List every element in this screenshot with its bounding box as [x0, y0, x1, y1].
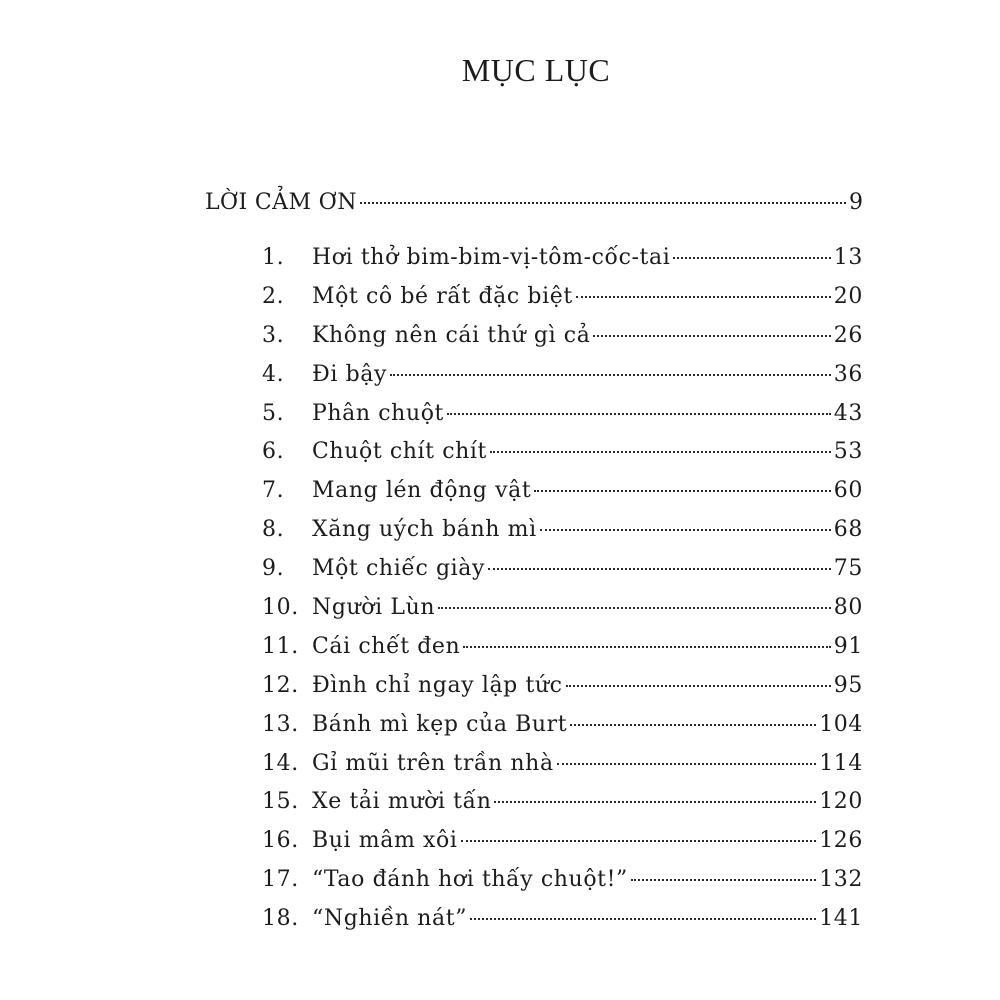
toc-entry-number: 16.: [262, 828, 299, 854]
toc-entry: [262, 556, 863, 595]
toc-entry-page-number: 53: [833, 439, 863, 465]
toc-entry-number: 15.: [262, 789, 299, 815]
toc-entry: [262, 401, 863, 440]
toc-entry: [262, 439, 863, 478]
toc-entry-title: Xe tải mười tấn: [312, 789, 492, 815]
toc-dot-leader: [540, 529, 831, 531]
toc-entry-number: 5.: [262, 400, 285, 426]
toc-entry: [262, 595, 863, 634]
toc-entry: [262, 478, 863, 517]
toc-entry-number: 1.: [262, 245, 285, 270]
toc-entry-page-number: 120: [819, 789, 863, 815]
toc-entry: [262, 634, 863, 673]
toc-entry-number: 10.: [262, 595, 299, 621]
toc-entry-title: Cái chết đen: [312, 633, 461, 659]
toc-dot-leader: [470, 918, 816, 920]
toc-entry-title: Đi bậy: [312, 361, 388, 387]
toc-entry-page-number: 91: [833, 633, 863, 659]
toc-entry-title: Bụi mâm xôi: [312, 828, 458, 854]
toc-entry: [262, 828, 863, 867]
toc-entry-page-number: 104: [819, 711, 863, 737]
toc-entry-page-number: 13: [833, 245, 863, 270]
toc-entry-title: “Nghiền nát”: [312, 906, 468, 932]
toc-entry-title: Phân chuột: [312, 400, 444, 426]
toc-dot-leader: [447, 413, 831, 415]
toc-entry: [262, 323, 863, 362]
toc-entry-title: Hơi thở bim-bim-vị-tôm-cốc-tai: [312, 245, 671, 270]
toc-dot-leader: [494, 801, 816, 803]
table-of-contents: [262, 245, 863, 945]
toc-dot-leader: [557, 763, 817, 765]
toc-entry-page-number: 60: [833, 478, 863, 504]
toc-dot-leader: [360, 202, 846, 204]
toc-entry-number: 13.: [262, 711, 299, 737]
toc-entry: [262, 906, 863, 945]
toc-dot-leader: [488, 568, 831, 570]
toc-entry-page-number: 20: [833, 283, 863, 309]
toc-intro-page-number: 9: [849, 190, 863, 215]
toc-entry: [262, 789, 863, 828]
toc-entry-number: 17.: [262, 867, 299, 893]
toc-entry-page-number: 141: [819, 906, 863, 932]
toc-entry-title: Người Lùn: [312, 595, 436, 621]
toc-entry-page-number: 68: [833, 517, 863, 543]
toc-dot-leader: [390, 374, 831, 376]
toc-dot-leader: [463, 646, 830, 648]
toc-entry-page-number: 75: [833, 556, 863, 582]
toc-intro-title: LỜI CẢM ƠN: [205, 190, 357, 215]
toc-entry: [262, 673, 863, 712]
toc-dot-leader: [490, 451, 831, 453]
toc-entry-page-number: 26: [833, 322, 863, 348]
toc-entry: [262, 362, 863, 401]
toc-entry-title: Đình chỉ ngay lập tức: [312, 672, 563, 698]
toc-dot-leader: [576, 296, 831, 298]
toc-entry-page-number: 114: [819, 750, 863, 776]
toc-entry-number: 12.: [262, 672, 299, 698]
toc-entry-number: 18.: [262, 906, 299, 932]
toc-entry: [262, 284, 863, 323]
toc-entry-number: 7.: [262, 478, 285, 504]
toc-dot-leader: [593, 335, 830, 337]
toc-dot-leader: [438, 607, 831, 609]
toc-entry-number: 6.: [262, 439, 285, 465]
toc-intro-entry: [205, 190, 863, 230]
toc-entry: [262, 517, 863, 556]
toc-entry-title: Không nên cái thứ gì cả: [312, 322, 591, 348]
toc-dot-leader: [534, 490, 831, 492]
toc-entry-title: Chuột chít chít: [312, 439, 487, 465]
toc-entry-number: 11.: [262, 633, 299, 659]
toc-entry-page-number: 126: [819, 828, 863, 854]
toc-entry-number: 2.: [262, 283, 285, 309]
toc-entry-title: Gỉ mũi trên trần nhà: [312, 750, 554, 776]
toc-dot-leader: [631, 879, 816, 881]
toc-dot-leader: [570, 724, 816, 726]
toc-entry-number: 14.: [262, 750, 299, 776]
toc-entry: [262, 751, 863, 790]
toc-entry-number: 4.: [262, 361, 285, 387]
toc-dot-leader: [566, 685, 831, 687]
toc-entry-page-number: 132: [819, 867, 863, 893]
toc-entry-page-number: 43: [833, 400, 863, 426]
toc-entry: [262, 867, 863, 906]
page-title: MỤC LỤC: [461, 52, 611, 88]
toc-entry-number: 3.: [262, 322, 285, 348]
toc-entry-number: 9.: [262, 556, 285, 582]
toc-entry: [262, 245, 863, 284]
toc-entry-title: Xăng uých bánh mì: [312, 517, 537, 543]
toc-entry-title: Một cô bé rất đặc biệt: [312, 283, 573, 309]
toc-entry-page-number: 80: [833, 595, 863, 621]
toc-dot-leader: [461, 840, 817, 842]
toc-entry-title: “Tao đánh hơi thấy chuột!”: [312, 867, 628, 893]
toc-entry-title: Mang lén động vật: [312, 478, 532, 504]
toc-dot-leader: [673, 257, 830, 259]
toc-entry-title: Bánh mì kẹp của Burt: [312, 711, 568, 737]
toc-entry-number: 8.: [262, 517, 285, 543]
toc-entry-title: Một chiếc giày: [312, 556, 486, 582]
toc-entry: [262, 712, 863, 751]
toc-entry-page-number: 36: [833, 361, 863, 387]
toc-entry-page-number: 95: [833, 672, 863, 698]
